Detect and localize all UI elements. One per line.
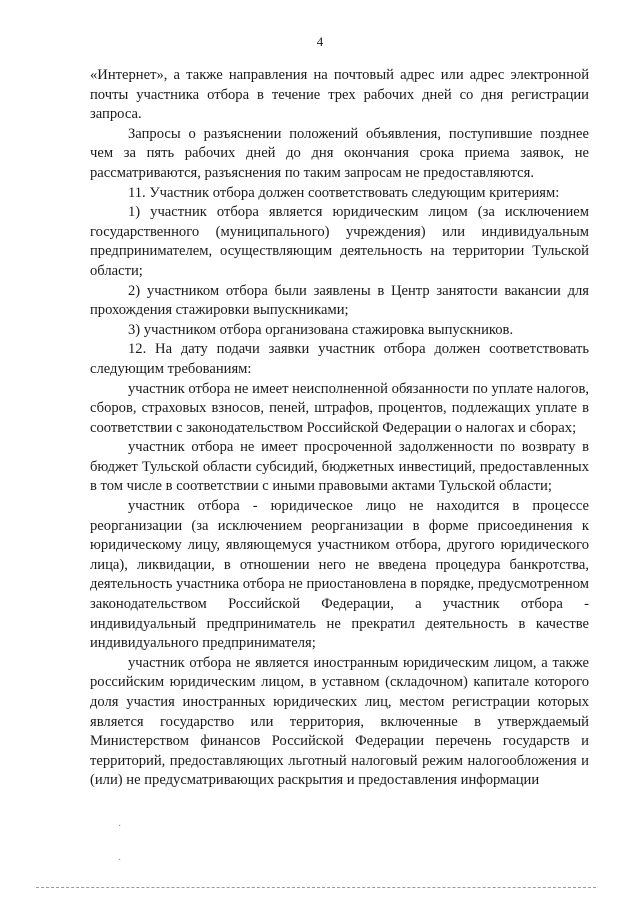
paragraph-11-criteria: 11. Участник отбора должен соответствовать следующим критериям:	[128, 184, 560, 201]
scan-artifact: ·	[118, 821, 122, 832]
requirement-no-budget-debt: участник отбора не имеет просроченной задолженности по возврату в бюджет Тульской области субсидий, бюджетных инвестиций, предоставленных в том числе в соответствии с иными правовыми актами Тульской области;	[90, 439, 589, 495]
requirement-not-foreign-entity: участник отбора не является иностранным юридическим лицом, а также российским юридическим лицом, в уставном (складочном) капитале которого доля участия иностранных юридических лиц, местом регистрации которых является государство или территория, включенные в утверждаемый Министерством финансов Российской Федерации перечень государств и территорий, предоставляющих льготный налоговый режим налогообложения и (или) не предусматривающих раскрытия и предоставления информации	[90, 654, 589, 789]
scan-artifact: ·	[118, 855, 122, 866]
paragraph-internet-response: «Интернет», а также направления на почтовый адрес или адрес электронной почты участника отбора в течение трех рабочих дней со дня регистрации запроса.	[90, 67, 589, 123]
document-body	[90, 66, 589, 791]
scan-edge-line	[36, 887, 596, 888]
paragraph-12-requirements: 12. На дату подачи заявки участник отбора должен соответствовать следующим требованиям:	[90, 341, 589, 377]
requirement-no-tax-debt: участник отбора не имеет неисполненной обязанности по уплате налогов, сборов, страховых взносов, пеней, штрафов, процентов, подлежащих уплате в соответствии с законодательством Российской Федерации о налогах и сборах;	[90, 380, 589, 436]
paragraph-clarification-requests: Запросы о разъяснении положений объявления, поступившие позднее чем за пять рабочих дней до дня окончания срока приема заявок, не рассматриваются, разъяснения по таким запросам не предоставляются.	[90, 125, 589, 181]
criterion-2: 2) участником отбора были заявлены в Центр занятости вакансии для прохождения стажировки выпускниками;	[90, 282, 589, 319]
page-number: 4	[316, 34, 324, 49]
criterion-1: 1) участник отбора является юридическим лицом (за исключением государственного (муниципального) учреждения) или индивидуальным предпринимателем, осуществляющим деятельность на территории Тульской области;	[90, 204, 589, 279]
requirement-no-reorganization: участник отбора - юридическое лицо не находится в процессе реорганизации (за исключением реорганизации в форме присоединения к юридическому лицу, являющемуся участником отбора, другого юридического лица), ликвидации, в отношении него не введена процедура банкротства, деятельность участника отбора не приостановлена в порядке, предусмотренном законодательством Российской Федерации, а участник отбора - индивидуальный предприниматель не прекратил деятельность в качестве индивидуального предпринимателя;	[90, 498, 589, 652]
criterion-3: 3) участником отбора организована стажировка выпускников.	[128, 321, 514, 338]
